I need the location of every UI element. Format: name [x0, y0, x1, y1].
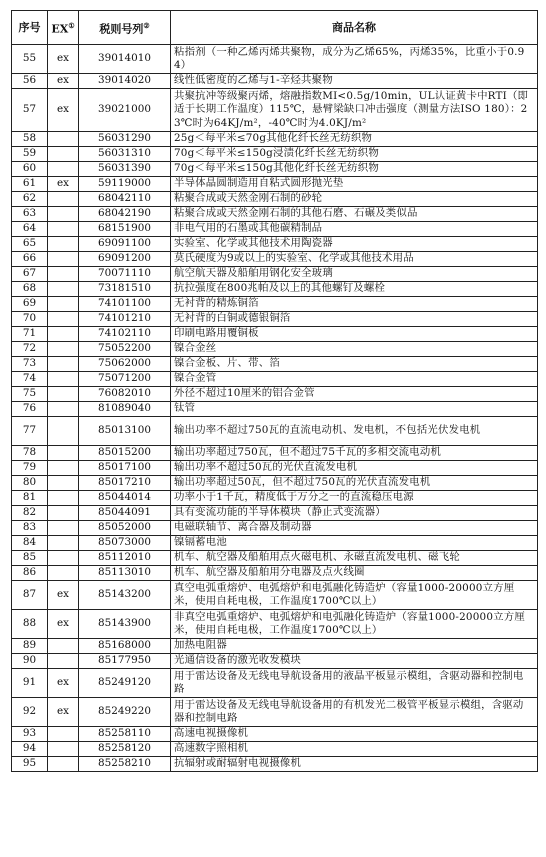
tariff-table-container [11, 10, 537, 772]
table-row [12, 327, 538, 342]
row-number: 72 [12, 342, 48, 357]
header-name [171, 11, 538, 45]
product-name: 非真空电弧重熔炉、电弧熔炉和电弧融化铸造炉（容量1000-20000立方厘米，使用自耗电极，工作温度1700℃以上） [171, 610, 538, 639]
header-row [12, 11, 538, 45]
tariff-code: 75062000 [79, 357, 171, 372]
row-number: 83 [12, 521, 48, 536]
tariff-code: 85015200 [79, 446, 171, 461]
product-name: 无衬背的精炼铜箔 [171, 297, 538, 312]
table-row [12, 654, 538, 669]
row-number: 82 [12, 506, 48, 521]
product-name: 输出功率超过50瓦，但不超过750瓦的光伏直流发电机 [171, 476, 538, 491]
ex-marker [48, 342, 79, 357]
tariff-code: 39021000 [79, 89, 171, 132]
table-row [12, 506, 538, 521]
tariff-code: 68042110 [79, 192, 171, 207]
table-row [12, 45, 538, 74]
tariff-code: 85013100 [79, 417, 171, 446]
product-name: 镍合金板、片、带、箔 [171, 357, 538, 372]
product-name: 输出功率不超过50瓦的光伏直流发电机 [171, 461, 538, 476]
ex-marker [48, 282, 79, 297]
ex-marker [48, 267, 79, 282]
ex-marker [48, 237, 79, 252]
product-name: 镍镉蓄电池 [171, 536, 538, 551]
header-ex-label: EX [51, 22, 69, 36]
product-name: 外径不超过10厘米的铝合金管 [171, 387, 538, 402]
table-row [12, 147, 538, 162]
tariff-code: 73181510 [79, 282, 171, 297]
tariff-code: 39014010 [79, 45, 171, 74]
ex-marker: ex [48, 581, 79, 610]
row-number: 76 [12, 402, 48, 417]
row-number: 79 [12, 461, 48, 476]
row-number: 84 [12, 536, 48, 551]
table-row [12, 581, 538, 610]
product-name: 用于雷达设备及无线电导航设备用的有机发光二极管平板显示模组，含驱动器和控制电路 [171, 698, 538, 727]
product-name: 高速数字照相机 [171, 742, 538, 757]
row-number: 58 [12, 132, 48, 147]
tariff-code: 75052200 [79, 342, 171, 357]
row-number: 81 [12, 491, 48, 506]
row-number: 90 [12, 654, 48, 669]
tariff-table [11, 10, 538, 772]
tariff-code: 59119000 [79, 177, 171, 192]
header-code-label: 税则号列 [99, 22, 144, 36]
table-row [12, 267, 538, 282]
ex-marker [48, 566, 79, 581]
tariff-code: 81089040 [79, 402, 171, 417]
product-name: 输出功率不超过750瓦的直流电动机、发电机，不包括光伏发电机 [171, 417, 538, 446]
tariff-code: 85112010 [79, 551, 171, 566]
product-name: 印刷电路用覆铜板 [171, 327, 538, 342]
row-number: 92 [12, 698, 48, 727]
ex-marker [48, 207, 79, 222]
tariff-code: 76082010 [79, 387, 171, 402]
table-row [12, 461, 538, 476]
ex-marker [48, 521, 79, 536]
row-number: 85 [12, 551, 48, 566]
product-name: 无衬背的白铜或德银铜箔 [171, 312, 538, 327]
table-row [12, 297, 538, 312]
row-number: 93 [12, 727, 48, 742]
row-number: 71 [12, 327, 48, 342]
table-row [12, 402, 538, 417]
table-row [12, 342, 538, 357]
tariff-code: 85258120 [79, 742, 171, 757]
header-code-footnote: ② [143, 20, 150, 30]
ex-marker [48, 491, 79, 506]
product-name: 用于雷达设备及无线电导航设备用的液晶平板显示模组，含驱动器和控制电路 [171, 669, 538, 698]
product-name: 航空航天器及船舶用钢化安全玻璃 [171, 267, 538, 282]
table-row [12, 207, 538, 222]
table-row [12, 757, 538, 772]
ex-marker [48, 757, 79, 772]
tariff-code: 56031310 [79, 147, 171, 162]
row-number: 63 [12, 207, 48, 222]
ex-marker [48, 312, 79, 327]
row-number: 56 [12, 74, 48, 89]
header-ex [48, 11, 79, 45]
tariff-code: 85113010 [79, 566, 171, 581]
tariff-code: 85017100 [79, 461, 171, 476]
product-name: 70g＜每平米≤150g浸渍化纤长丝无纺织物 [171, 147, 538, 162]
product-name: 莫氏硬度为9或以上的实验室、化学或其他技术用品 [171, 252, 538, 267]
tariff-code: 85073000 [79, 536, 171, 551]
product-name: 功率小于1千瓦，精度低于万分之一的直流稳压电源 [171, 491, 538, 506]
table-row [12, 727, 538, 742]
row-number: 88 [12, 610, 48, 639]
table-row [12, 639, 538, 654]
row-number: 69 [12, 297, 48, 312]
tariff-code: 85177950 [79, 654, 171, 669]
product-name: 25g＜每平米≤70g其他化纤长丝无纺织物 [171, 132, 538, 147]
product-name: 机车、航空器及船舶用分电器及点火线圈 [171, 566, 538, 581]
tariff-code: 74101100 [79, 297, 171, 312]
tariff-code: 85143200 [79, 581, 171, 610]
row-number: 80 [12, 476, 48, 491]
table-row [12, 417, 538, 446]
row-number: 60 [12, 162, 48, 177]
row-number: 61 [12, 177, 48, 192]
ex-marker: ex [48, 45, 79, 74]
product-name: 光通信设备的激光收发模块 [171, 654, 538, 669]
row-number: 74 [12, 372, 48, 387]
tariff-code: 85044014 [79, 491, 171, 506]
ex-marker [48, 192, 79, 207]
ex-marker: ex [48, 177, 79, 192]
tariff-code: 85168000 [79, 639, 171, 654]
table-row [12, 357, 538, 372]
product-name: 钛管 [171, 402, 538, 417]
row-number: 65 [12, 237, 48, 252]
table-row [12, 237, 538, 252]
ex-marker [48, 446, 79, 461]
row-number: 95 [12, 757, 48, 772]
tariff-code: 56031390 [79, 162, 171, 177]
ex-marker [48, 639, 79, 654]
row-number: 68 [12, 282, 48, 297]
row-number: 67 [12, 267, 48, 282]
tariff-code: 69091100 [79, 237, 171, 252]
table-row [12, 312, 538, 327]
product-name: 镍合金丝 [171, 342, 538, 357]
ex-marker [48, 387, 79, 402]
row-number: 55 [12, 45, 48, 74]
tariff-code: 85258110 [79, 727, 171, 742]
tariff-code: 85249120 [79, 669, 171, 698]
ex-marker: ex [48, 669, 79, 698]
header-code [79, 11, 171, 45]
table-row [12, 476, 538, 491]
product-name: 实验室、化学或其他技术用陶瓷器 [171, 237, 538, 252]
table-row [12, 446, 538, 461]
ex-marker [48, 297, 79, 312]
product-name: 镍合金管 [171, 372, 538, 387]
table-row [12, 222, 538, 237]
ex-marker [48, 372, 79, 387]
product-name: 非电气用的石墨或其他碳精制品 [171, 222, 538, 237]
tariff-code: 85017210 [79, 476, 171, 491]
table-row [12, 521, 538, 536]
row-number: 62 [12, 192, 48, 207]
table-row [12, 252, 538, 267]
tariff-code: 68151900 [79, 222, 171, 237]
tariff-code: 56031290 [79, 132, 171, 147]
table-header [12, 11, 538, 45]
table-row [12, 610, 538, 639]
table-row [12, 551, 538, 566]
tariff-code: 85143900 [79, 610, 171, 639]
ex-marker [48, 476, 79, 491]
row-number: 87 [12, 581, 48, 610]
header-name-label: 商品名称 [332, 20, 376, 34]
product-name: 高速电视摄像机 [171, 727, 538, 742]
product-name: 电磁联轴节、离合器及制动器 [171, 521, 538, 536]
table-row [12, 89, 538, 132]
table-row [12, 372, 538, 387]
product-name: 具有变流功能的半导体模块（静止式变流器） [171, 506, 538, 521]
ex-marker: ex [48, 610, 79, 639]
row-number: 91 [12, 669, 48, 698]
tariff-code: 85258210 [79, 757, 171, 772]
ex-marker [48, 742, 79, 757]
ex-marker: ex [48, 698, 79, 727]
ex-marker [48, 222, 79, 237]
tariff-code: 85044091 [79, 506, 171, 521]
table-row [12, 698, 538, 727]
table-body [12, 45, 538, 772]
ex-marker [48, 727, 79, 742]
tariff-code: 68042190 [79, 207, 171, 222]
header-no-label: 序号 [18, 20, 41, 34]
tariff-code: 85249220 [79, 698, 171, 727]
table-row [12, 192, 538, 207]
table-row [12, 132, 538, 147]
tariff-code: 85052000 [79, 521, 171, 536]
ex-marker [48, 461, 79, 476]
row-number: 66 [12, 252, 48, 267]
ex-marker [48, 132, 79, 147]
tariff-code: 39014020 [79, 74, 171, 89]
product-name: 输出功率超过750瓦，但不超过75千瓦的多相交流电动机 [171, 446, 538, 461]
table-row [12, 536, 538, 551]
header-no [12, 11, 48, 45]
product-name: 70g＜每平米≤150g其他化纤长丝无纺织物 [171, 162, 538, 177]
ex-marker: ex [48, 74, 79, 89]
product-name: 真空电弧重熔炉、电弧熔炉和电弧融化铸造炉（容量1000-20000立方厘米，使用自耗电极，工作温度1700℃以上） [171, 581, 538, 610]
row-number: 89 [12, 639, 48, 654]
product-name: 线性低密度的乙烯与1-辛烃共聚物 [171, 74, 538, 89]
table-row [12, 74, 538, 89]
product-name: 抗辐射或耐辐射电视摄像机 [171, 757, 538, 772]
row-number: 70 [12, 312, 48, 327]
row-number: 64 [12, 222, 48, 237]
ex-marker [48, 402, 79, 417]
row-number: 57 [12, 89, 48, 132]
ex-marker [48, 162, 79, 177]
tariff-code: 74102110 [79, 327, 171, 342]
row-number: 78 [12, 446, 48, 461]
table-row [12, 177, 538, 192]
row-number: 73 [12, 357, 48, 372]
table-row [12, 491, 538, 506]
product-name: 粘聚合成或天然金刚石制的砂轮 [171, 192, 538, 207]
product-name: 半导体晶圆制造用自粘式圆形抛光垫 [171, 177, 538, 192]
product-name: 抗拉强度在800兆帕及以上的其他螺钉及螺栓 [171, 282, 538, 297]
tariff-code: 74101210 [79, 312, 171, 327]
table-row [12, 566, 538, 581]
table-row [12, 669, 538, 698]
product-name: 加热电阻器 [171, 639, 538, 654]
table-row [12, 282, 538, 297]
product-name: 粘指剂（一种乙烯丙烯共聚物，成分为乙烯65%，丙烯35%，比重小于0.94） [171, 45, 538, 74]
row-number: 59 [12, 147, 48, 162]
ex-marker [48, 417, 79, 446]
header-ex-footnote: ① [68, 20, 75, 30]
row-number: 77 [12, 417, 48, 446]
ex-marker [48, 506, 79, 521]
ex-marker [48, 654, 79, 669]
tariff-code: 69091200 [79, 252, 171, 267]
tariff-code: 75071200 [79, 372, 171, 387]
table-row [12, 387, 538, 402]
row-number: 86 [12, 566, 48, 581]
ex-marker [48, 327, 79, 342]
ex-marker [48, 147, 79, 162]
ex-marker [48, 252, 79, 267]
table-row [12, 162, 538, 177]
ex-marker [48, 357, 79, 372]
ex-marker [48, 536, 79, 551]
table-row [12, 742, 538, 757]
product-name: 粘聚合成或天然金刚石制的其他石磨、石碾及类似品 [171, 207, 538, 222]
ex-marker: ex [48, 89, 79, 132]
product-name: 机车、航空器及船舶用点火磁电机、永磁直流发电机、磁飞轮 [171, 551, 538, 566]
ex-marker [48, 551, 79, 566]
row-number: 75 [12, 387, 48, 402]
product-name: 共聚抗冲等级聚丙烯，熔融指数MI<0.5g/10min，UL认证黄卡中RTI（即适于长期工作温度）115℃，悬臂梁缺口冲击强度（测量方法ISO 180）：23℃时为64KJ/m²，-40℃时为4.0KJ/m² [171, 89, 538, 132]
tariff-code: 70071110 [79, 267, 171, 282]
row-number: 94 [12, 742, 48, 757]
